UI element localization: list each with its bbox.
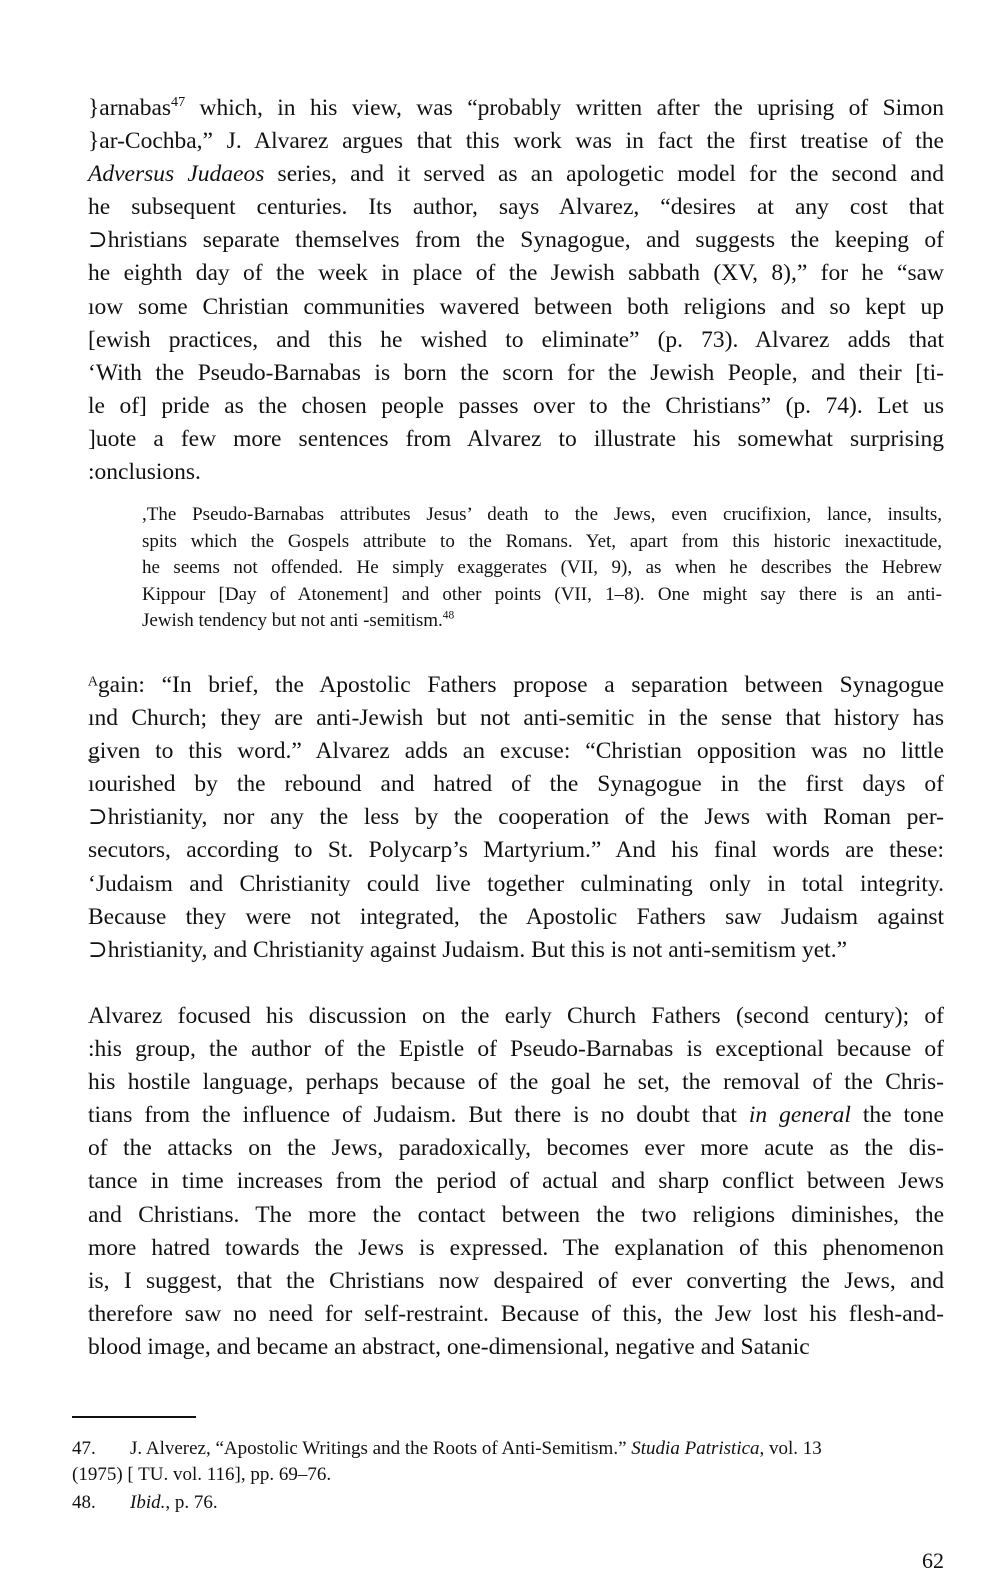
text-line: }arnabas$^{47}$ which, in his view, was “probably written after the uprising of Simon <box>88 94 944 121</box>
page-number: 62 <box>922 1548 944 1573</box>
text-line: of the attacks on the Jews, paradoxically, becomes ever more acute as the dis- <box>88 1135 944 1162</box>
footnote-ref-47: 47 <box>171 94 186 111</box>
text-line: ‘With the Pseudo-Barnabas is born the scorn for the Jewish People, and their [ti- <box>88 359 944 386</box>
italic-title: Adversus Judaeos <box>88 161 265 188</box>
footnote-number: 48. <box>72 1492 96 1513</box>
footnote-47: 47. J. Alverez, “Apostolic Writings and the Roots of Anti-Semitism.” Studia Patristica, vol. 13 (1975) [ TU. vol. 116], pp. 69–76. <box>72 1438 822 1485</box>
quote-line: Kippour [Day of Atonement] and other points (VII, 1–8). One might say there is an anti- <box>142 583 942 605</box>
text-line: ⊃hristianity, nor any the less by the cooperation of the Jews with Roman per- <box>88 804 944 831</box>
quote-line: spits which the Gospels attribute to the Romans. Yet, apart from this historic inexactitude, <box>142 530 942 552</box>
italic-emphasis: in general <box>748 1102 851 1129</box>
text-line: Adversus Judaeos series, and it served as an apologetic model for the second and <box>88 161 944 188</box>
journal-title: Studia Patristica <box>631 1438 760 1459</box>
text-line: Alvarez focused his discussion on the early Church Fathers (second century); of <box>88 1003 944 1029</box>
quote-line: Jewish tendency but not anti -semitism.$^{48}$ <box>142 609 455 631</box>
text-line: ]uote a few more sentences from Alvarez to illustrate his somewhat surprising <box>88 425 944 452</box>
text-line: }ar-Cochba,” J. Alvarez argues that this work was in fact the first treatise of the <box>88 128 944 155</box>
text-line: he eighth day of the week in place of the Jewish sabbath (XV, 8),” for he “saw <box>88 260 944 287</box>
text-line: tance in time increases from the period of actual and sharp conflict between Jews <box>88 1168 944 1195</box>
text-line: ѕecutors, according to St. Polycarp’s Martyrium.” And his final words are these: <box>88 837 944 864</box>
text-line: ‘Judaism and Christianity could live together culminating only in total integrity. <box>88 870 944 897</box>
text-line: ⊃hristians separate themselves from the Synagogue, and suggests the keeping of <box>88 227 944 254</box>
text-line: more hatred towards the Jews is expressed. The explanation of this phenomenon <box>88 1234 944 1261</box>
text-line: :onclusions. <box>88 459 201 486</box>
text-line: therefore saw no need for self-restraint. Because of this, the Jew lost his flesh-and- <box>88 1300 944 1327</box>
text-line: Because they were not integrated, the Apostolic Fathers saw Judaism against <box>88 903 944 930</box>
text-line: and Christians. The more the contact between the two religions diminishes, the <box>88 1201 944 1228</box>
block-quote <box>142 502 942 635</box>
text-line: [ewish practices, and this he wished to eliminate” (p. 73). Alvarez adds that <box>88 326 944 353</box>
footnote-divider <box>72 1416 196 1418</box>
text-line: :his group, the author of the Epistle of Pseudo-Barnabas is exceptional because of <box>88 1036 944 1063</box>
footnote-number: 47. <box>72 1438 96 1459</box>
text-line: he subsequent centuries. Its author, says Alvarez, “desires at any cost that <box>88 194 944 221</box>
paragraph-2 <box>88 669 944 967</box>
ibid-text: Ibid. <box>130 1492 166 1513</box>
text-line: his hostile language, perhaps because of the goal he set, the removal of the Chris- <box>88 1069 944 1096</box>
text-line: le of] pride as the chosen people passes over to the Christians” (p. 74). Let us <box>88 392 944 419</box>
text-line: ıourished by the rebound and hatred of the Synagogue in the first days of <box>88 771 944 798</box>
paragraph-1 <box>88 92 944 489</box>
text-line: ınd Church; they are anti-Jewish but not anti-semitic in the sense that history has <box>88 705 944 732</box>
quote-line: ,The Pseudo-Barnabas attributes Jesus’ death to the Jews, even crucifixion, lance, insults, <box>142 504 942 525</box>
paragraph-3 <box>88 1000 944 1364</box>
text-line: ıow some Christian communities wavered between both religions and so kept up <box>88 293 944 320</box>
text-line: is, I suggest, that the Christians now despaired of ever converting the Jews, and <box>88 1267 944 1294</box>
quote-line: he seems not offended. He simply exaggerates (VII, 9), as when he describes the Hebrew <box>142 557 942 578</box>
text-line: ᴬgain: “In brief, the Apostolic Fathers propose a separation between Synagogue <box>88 672 944 698</box>
footnote-ref-48: 48 <box>442 609 455 622</box>
text-line: tians from the influence of Judaism. But there is no doubt that in general the tone <box>88 1102 944 1129</box>
text-line: ⊃hristianity, and Christianity against Judaism. But this is not anti-semitism yet.” <box>88 936 848 963</box>
footnote-line: (1975) [ TU. vol. 116], pp. 69–76. <box>72 1464 332 1485</box>
text-line: blood image, and became an abstract, one-dimensional, negative and Satanic <box>88 1333 810 1360</box>
text-line: ǥiven to this word.” Alvarez adds an excuse: “Christian opposition was no little <box>88 738 944 765</box>
footnote-48: 48. Ibid., p. 76. <box>72 1490 942 1516</box>
